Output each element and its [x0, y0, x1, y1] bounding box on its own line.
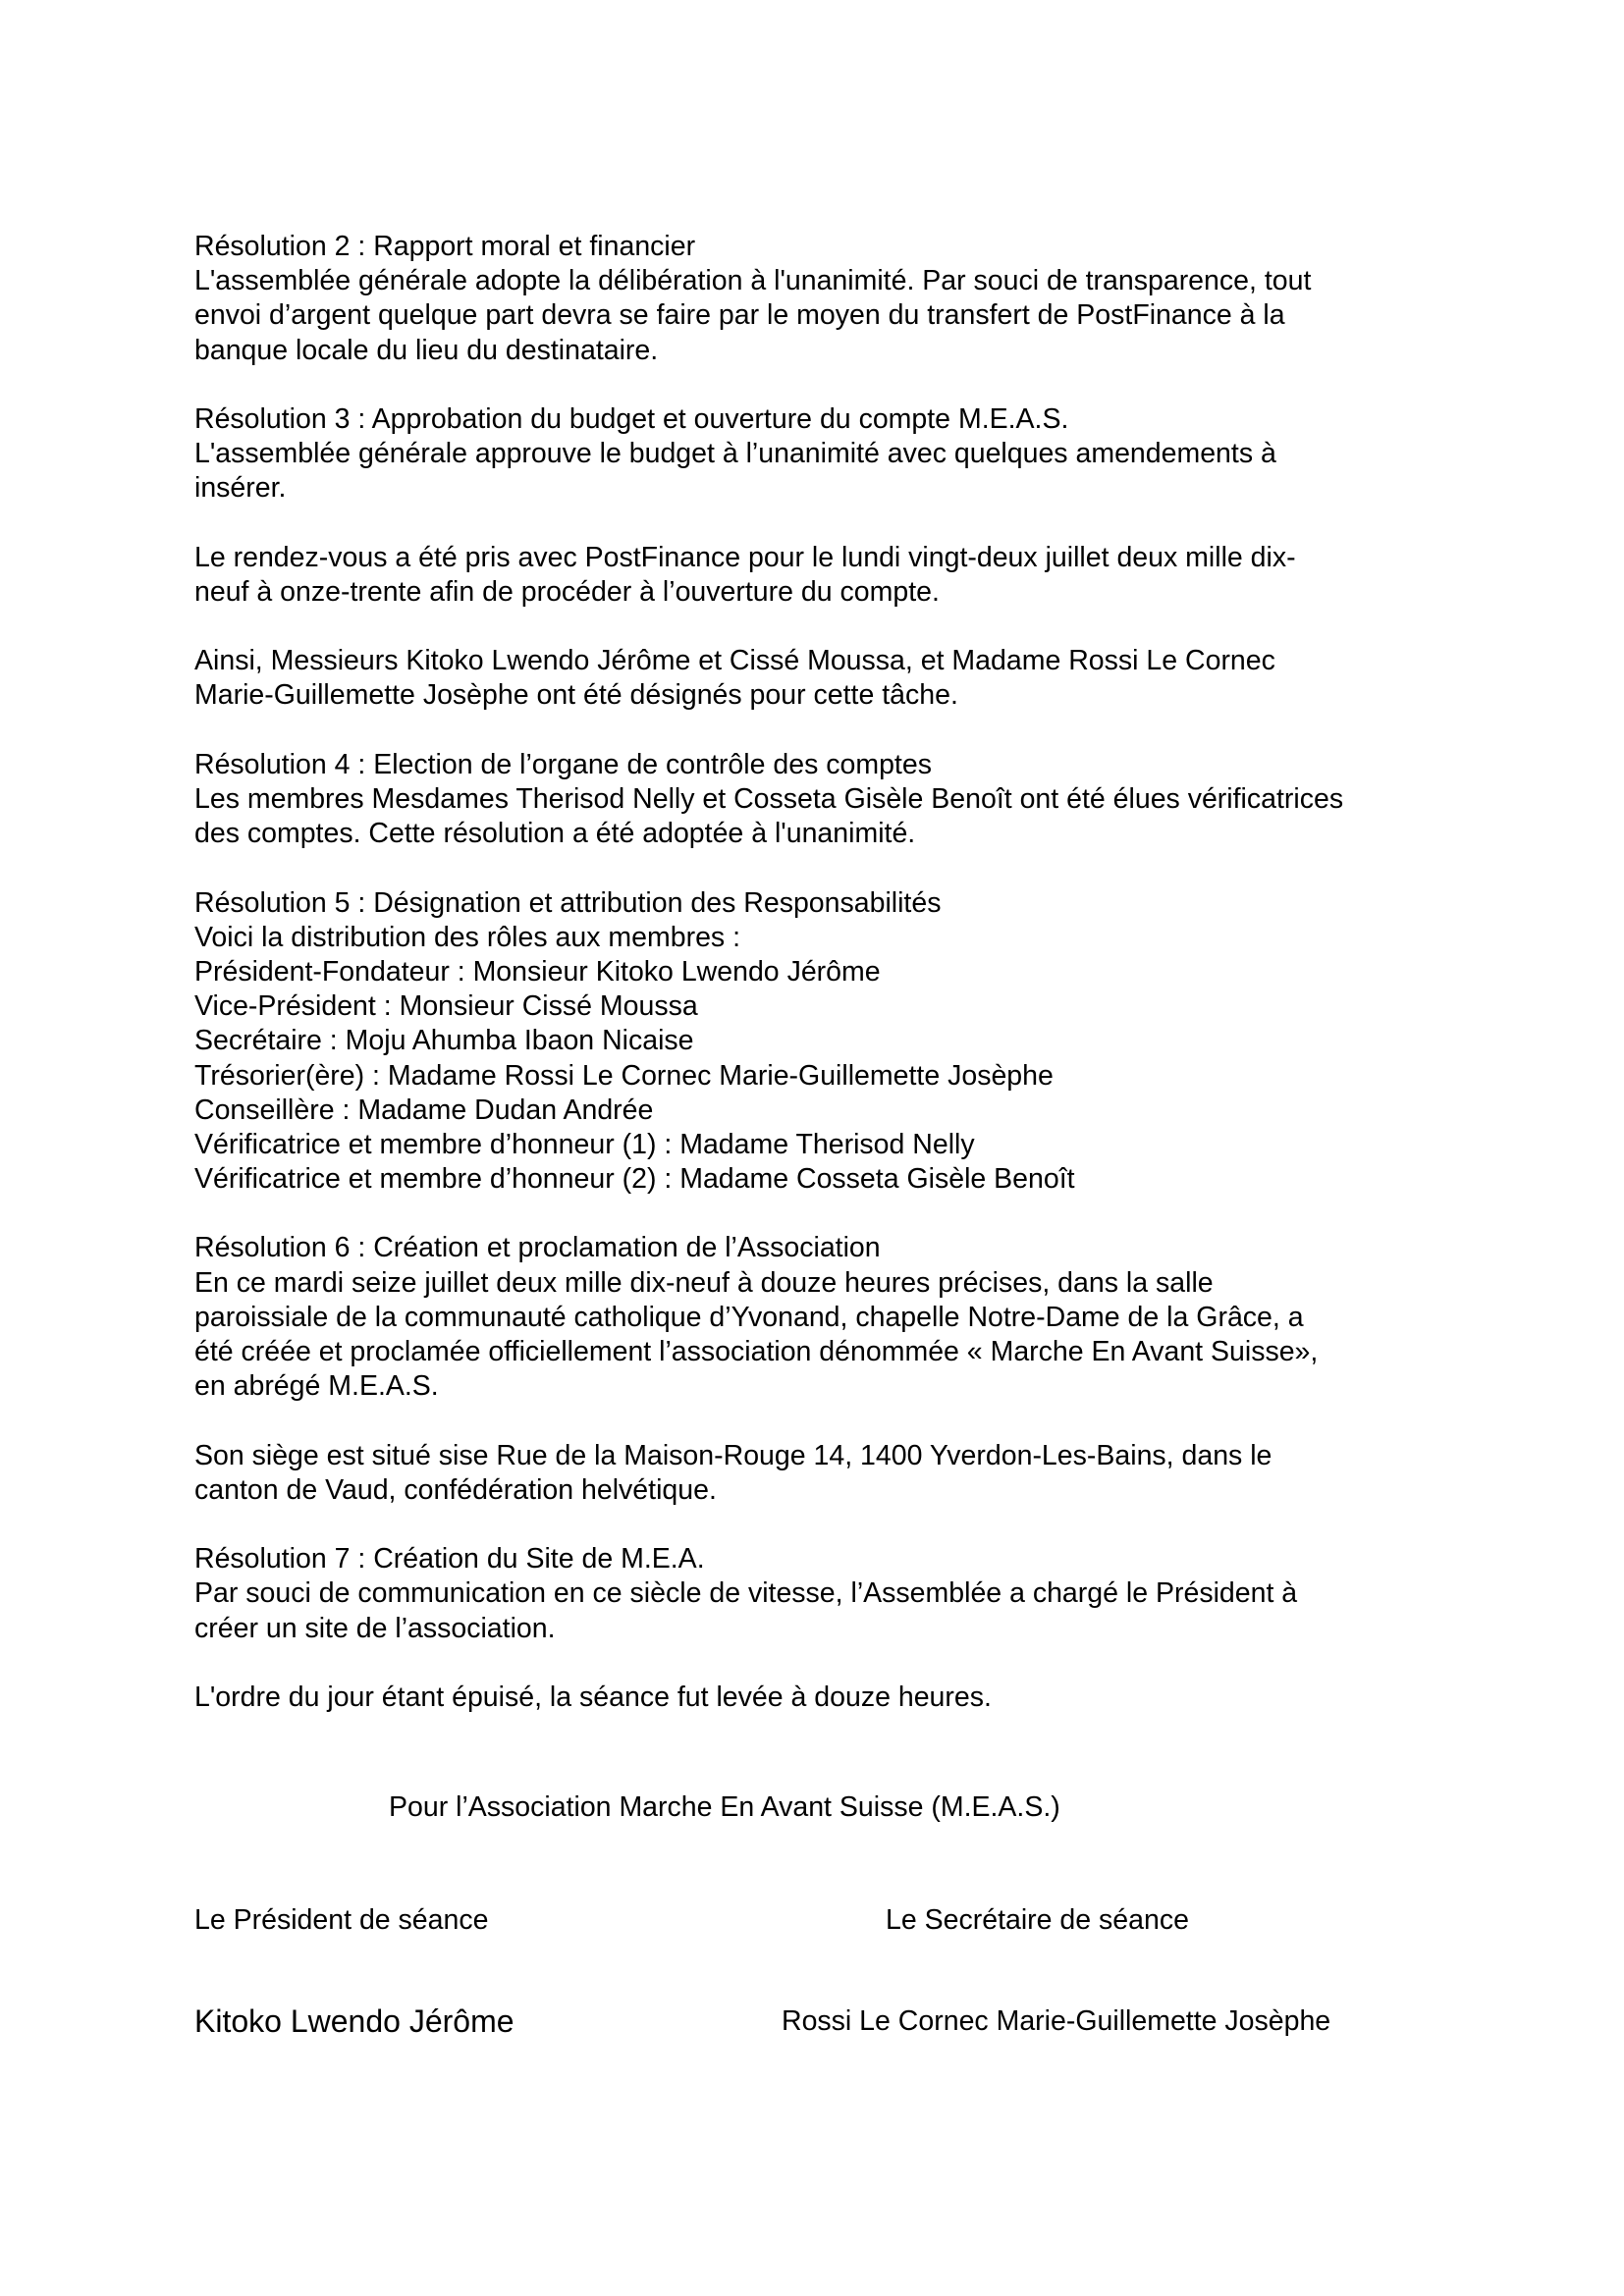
paragraph-spacer [194, 507, 1471, 541]
paragraph-spacer [194, 368, 1471, 402]
paragraph-spacer [194, 610, 1471, 644]
paragraph-spacer [194, 851, 1471, 885]
paragraph-heading-line: L'ordre du jour étant épuisé, la séance fut levée à douze heures. [194, 1681, 992, 1713]
paragraph-line: Voici la distribution des rôles aux membres : [194, 921, 741, 953]
paragraph-line: paroissiale de la communauté catholique d’Yvonand, chapelle Notre-Dame de la Grâce, a [194, 1301, 1304, 1333]
paragraph [194, 748, 1471, 852]
paragraph-line: Trésorier(ère) : Madame Rossi Le Cornec Marie-Guillemette Josèphe [194, 1059, 1054, 1092]
paragraph-spacer [194, 1646, 1471, 1681]
paragraph-line: L'assemblée générale approuve le budget à l’unanimité avec quelques amendements à [194, 438, 1276, 470]
paragraph-line: créer un site de l’association. [194, 1612, 556, 1644]
paragraph [194, 644, 1471, 713]
paragraph-line: Marie-Guillemette Josèphe ont été désignés pour cette tâche. [194, 679, 958, 712]
paragraph [194, 1681, 1471, 1715]
paragraph-line: été créée et proclamée officiellement l’association dénommée « Marche En Avant Suisse», [194, 1336, 1319, 1367]
paragraph-line: des comptes. Cette résolution a été adoptée à l'unanimité. [194, 818, 916, 850]
paragraph-line: banque locale du lieu du destinataire. [194, 334, 659, 366]
paragraph-line: canton de Vaud, confédération helvétique. [194, 1473, 717, 1506]
paragraph-line: Conseillère : Madame Dudan Andrée [194, 1094, 654, 1126]
association-signature-line: Pour l’Association Marche En Avant Suisse (M.E.A.S.) [389, 1791, 1060, 1823]
paragraph-line: Vérificatrice et membre d’honneur (1) : Madame Therisod Nelly [194, 1128, 975, 1160]
paragraph [194, 1439, 1471, 1508]
paragraph [194, 1542, 1471, 1646]
secretary-name: Rossi Le Cornec Marie-Guillemette Josèphe [782, 2005, 1331, 2037]
paragraph-spacer [194, 1197, 1471, 1231]
paragraph [194, 1231, 1471, 1404]
paragraph-line: neuf à onze-trente afin de procéder à l’ouverture du compte. [194, 575, 940, 608]
paragraph-heading-line: Le rendez-vous a été pris avec PostFinance pour le lundi vingt-deux juillet deux mille dix- [194, 541, 1296, 573]
president-name: Kitoko Lwendo Jérôme [194, 2003, 514, 2039]
paragraph [194, 402, 1471, 507]
paragraph [194, 886, 1471, 1198]
paragraph-spacer [194, 1404, 1471, 1438]
paragraph-heading-line: Son siège est situé sise Rue de la Maison-Rouge 14, 1400 Yverdon-Les-Bains, dans le [194, 1439, 1272, 1471]
paragraph-line: Vérificatrice et membre d’honneur (2) : Madame Cosseta Gisèle Benoît [194, 1163, 1075, 1196]
paragraph-line: L'assemblée générale adopte la délibération à l'unanimité. Par souci de transparence, tout [194, 265, 1312, 297]
paragraph-heading-line: Résolution 2 : Rapport moral et financier [194, 231, 696, 262]
paragraph-spacer [194, 1508, 1471, 1542]
minutes-body [194, 230, 1471, 1715]
paragraph-line: insérer. [194, 472, 287, 505]
paragraph-line: Président-Fondateur : Monsieur Kitoko Lwendo Jérôme [194, 955, 881, 988]
paragraph-spacer [194, 714, 1471, 748]
secretary-role-label: Le Secrétaire de séance [886, 1904, 1189, 1936]
paragraph-heading-line: Ainsi, Messieurs Kitoko Lwendo Jérôme et Cissé Moussa, et Madame Rossi Le Cornec [194, 645, 1275, 677]
paragraph-line: Les membres Mesdames Therisod Nelly et Cosseta Gisèle Benoît ont été élues vérificatrices [194, 783, 1344, 815]
president-role-label: Le Président de séance [194, 1904, 489, 1936]
paragraph-line: Secrétaire : Moju Ahumba Ibaon Nicaise [194, 1025, 694, 1057]
paragraph [194, 230, 1471, 368]
paragraph-heading-line: Résolution 6 : Création et proclamation de l’Association [194, 1232, 881, 1264]
paragraph-line: En ce mardi seize juillet deux mille dix-neuf à douze heures précises, dans la salle [194, 1266, 1214, 1299]
paragraph-line: Par souci de communication en ce siècle de vitesse, l’Assemblée a chargé le Président à [194, 1577, 1298, 1610]
paragraph-heading-line: Résolution 7 : Création du Site de M.E.A. [194, 1543, 705, 1575]
paragraph-line: en abrégé M.E.A.S. [194, 1370, 439, 1403]
paragraph-heading-line: Résolution 4 : Election de l’organe de contrôle des comptes [194, 748, 932, 780]
paragraph-line: envoi d’argent quelque part devra se faire par le moyen du transfert de PostFinance à la [194, 299, 1285, 332]
paragraph-heading-line: Résolution 5 : Désignation et attribution des Responsabilités [194, 886, 942, 919]
paragraph [194, 541, 1471, 610]
paragraph-line: Vice-Président : Monsieur Cissé Moussa [194, 990, 698, 1023]
paragraph-heading-line: Résolution 3 : Approbation du budget et ouverture du compte M.E.A.S. [194, 402, 1069, 435]
